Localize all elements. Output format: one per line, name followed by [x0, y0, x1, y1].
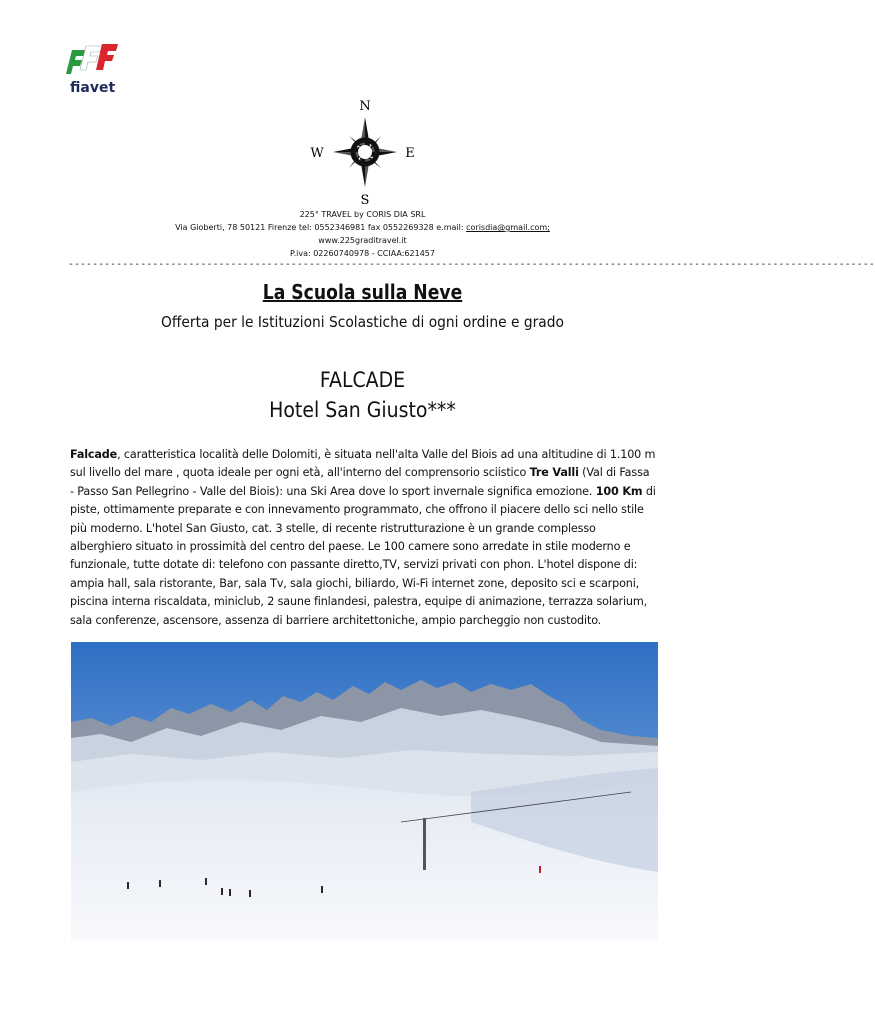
dolomites-ski-slope-photo: [71, 642, 658, 941]
description-paragraph: [70, 446, 656, 630]
page-title: La Scuola sulla Neve: [262, 280, 463, 304]
page-subtitle: Offerta per le Istituzioni Scolastiche di ogni ordine e grado: [161, 313, 564, 331]
fiavet-logo-mark: [66, 44, 118, 74]
compass-east: E: [405, 146, 415, 161]
fiavet-logo-text: fiavet: [70, 80, 116, 96]
compass-star: [333, 117, 397, 187]
company-header: [0, 208, 725, 260]
company-name: 225° TRAVEL by CORIS DIA SRL: [299, 210, 426, 219]
description-100km: 100 Km: [595, 484, 643, 498]
description-tre-valli: Tre Valli: [529, 466, 579, 480]
compass-north: N: [359, 99, 371, 114]
compass-rose-icon: [300, 96, 430, 208]
hotel-name: Hotel San Giusto***: [269, 398, 456, 422]
separator-line: --------------------------------------------------------------------------------------------------------------------------------------: [68, 259, 875, 270]
company-vat: P.iva: 02260740978 - CCIAA:621457: [290, 249, 435, 258]
description-part-3: di piste, ottimamente preparate e con innevamento programmato, che offrono il piacere dello sci nello stile più moderno. L'hotel San Giusto, cat. 3 stelle, di recente ristrutturazione è un grande complesso alberghiero situato in prossimità del centro del paese. Le 100 camere sono arredate in stile moderno e funzionale, tutte dotate di: telefono con passante diretto,TV, servizi privati con phon. L'hotel dispone di: ampia hall, sala ristorante, Bar, sala Tv, sala giochi, biliardo, Wi-Fi internet zone, deposito sci e scarponi, piscina interna riscaldata, miniclub, 2 saune finlandesi, palestra, equipe di animazione, terrazza solarium, sala conferenze, ascensore, assenza di barriere architettoniche, ampio parcheggio non custodito.: [70, 484, 656, 627]
company-email-link[interactable]: corisdia@gmail.com;: [466, 223, 550, 232]
compass-west: W: [310, 146, 324, 161]
description-falcade: Falcade: [70, 448, 118, 461]
compass-south: S: [360, 193, 370, 208]
description-part-1: , caratteristica località delle Dolomiti, è situata nell'alta Valle del Biois ad una altitudine di 1.100 m sul livello del mare , quota ideale per ogni età, all'interno del comprensorio sciistico: [70, 448, 656, 480]
company-website[interactable]: www.225graditravel.it: [318, 236, 407, 245]
description-part-2: (Val di Fassa - Passo San Pellegrino - Valle del Biois): una Ski Area dove lo sport invernale significa emozione.: [70, 466, 650, 498]
company-address: [0, 221, 725, 234]
destination-name: FALCADE: [319, 368, 406, 392]
photo-lift-tower: [423, 818, 426, 870]
company-address-text: Via Gioberti, 78 50121 Firenze tel: 0552346981 fax 0552269328 e.mail:: [175, 223, 467, 232]
